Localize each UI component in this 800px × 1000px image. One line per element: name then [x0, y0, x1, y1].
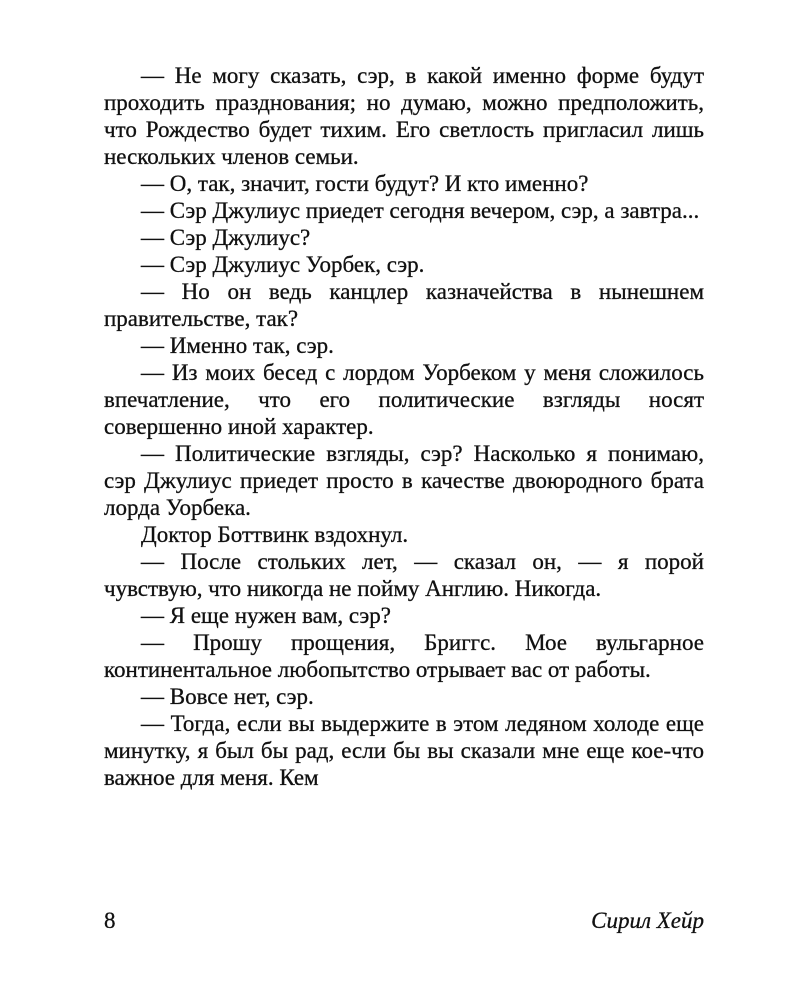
paragraph: — Я еще нужен вам, сэр? — [141, 603, 391, 628]
paragraph: — Прошу прощения, Бриггс. Мое вульгарное континентальное любопытство отрывает вас от работы. — [104, 630, 704, 682]
paragraph: — Но он ведь канцлер казначейства в нынешнем правительстве, так? — [104, 279, 704, 331]
paragraph: — Сэр Джулиус Уорбек, сэр. — [141, 252, 425, 277]
body-text — [104, 62, 704, 791]
paragraph: — Тогда, если вы выдержите в этом ледяном холоде еще минутку, я был бы рад, если бы вы сказали мне еще кое-что важное для меня. Кем — [104, 711, 704, 790]
paragraph: — Именно так, сэр. — [141, 333, 334, 358]
paragraph: Доктор Боттвинк вздохнул. — [141, 522, 409, 547]
paragraph: — О, так, значит, гости будут? И кто именно? — [141, 171, 589, 196]
paragraph: — После стольких лет, — сказал он, — я порой чувствую, что никогда не пойму Англию. Никогда. — [104, 549, 704, 601]
paragraph: — Из моих бесед с лордом Уорбеком у меня сложилось впечатление, что его политические взгляды носят совершенно иной характер. — [104, 360, 704, 439]
paragraph: — Вовсе нет, сэр. — [141, 684, 314, 709]
page-footer — [104, 908, 704, 938]
paragraph: — Сэр Джулиус? — [141, 225, 311, 250]
paragraph: — Политические взгляды, сэр? Насколько я понимаю, сэр Джулиус приедет просто в качестве двоюродного брата лорда Уорбека. — [104, 441, 704, 520]
page-number: 8 — [104, 908, 116, 933]
running-title: Сирил Хейр — [591, 908, 704, 933]
paragraph: — Сэр Джулиус приедет сегодня вечером, сэр, а завтра... — [141, 198, 700, 223]
paragraph: — Не могу сказать, сэр, в какой именно форме будут проходить празднования; но думаю, можно предположить, что Рождество будет тихим. Его светлость пригласил лишь нескольких членов семьи. — [104, 63, 704, 169]
